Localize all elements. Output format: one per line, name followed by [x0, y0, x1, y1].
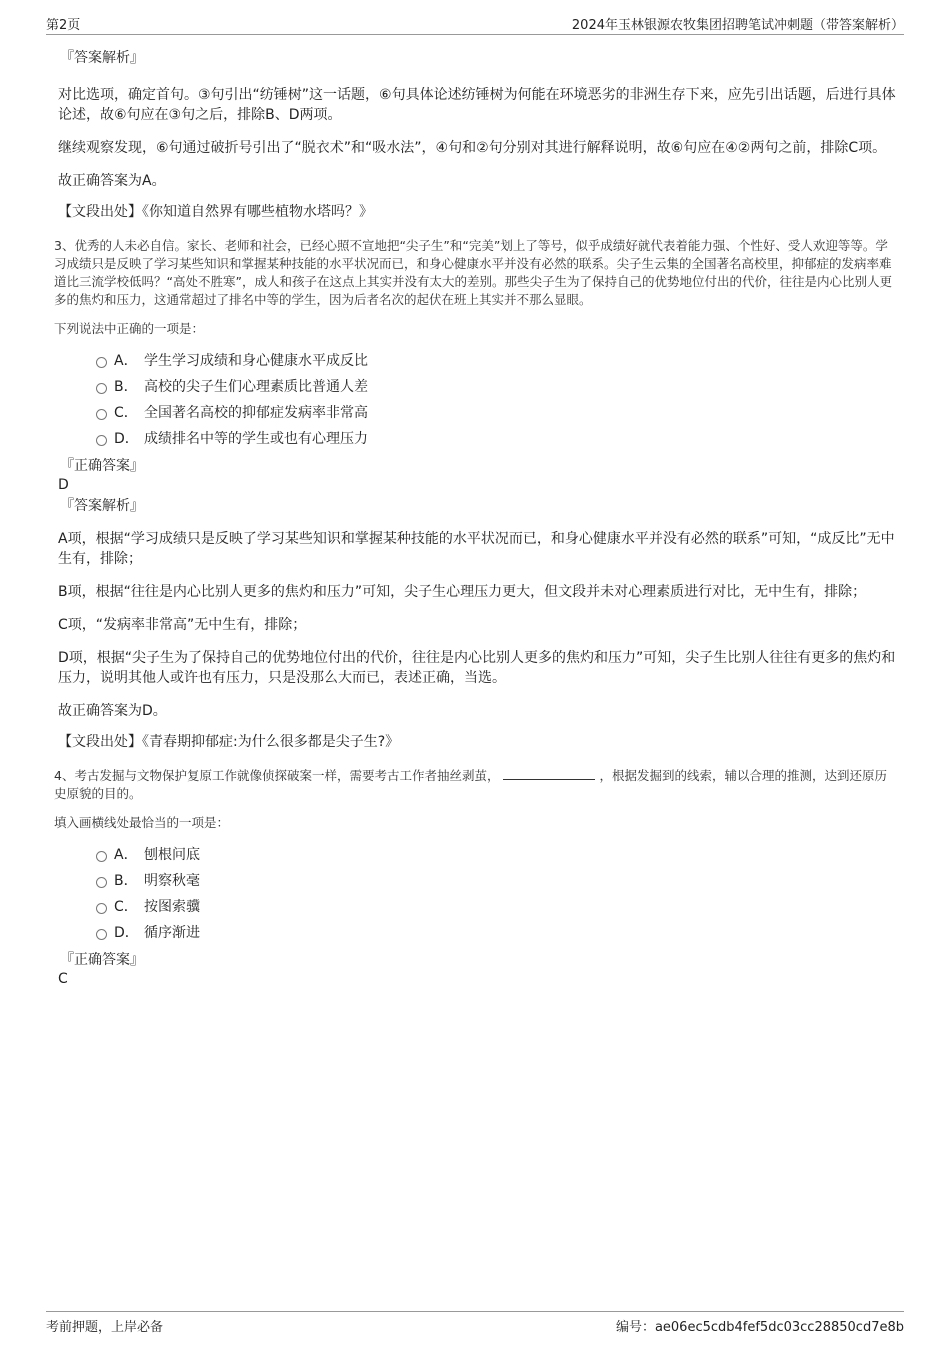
question-3-option-c[interactable]: [58, 400, 898, 426]
page-content: [54, 44, 898, 988]
question-3-options: [58, 348, 898, 452]
question-3-text: 3、优秀的人未必自信。家长、老师和社会，已经心照不宣地把“尖子生”和“完美”划上了等号，似乎成绩好就代表着能力强、个性好、受人欢迎等等。学习成绩只是反映了学习某些知识和掌握某种技能的水平状况而已，和身心健康水平并没有必然的联系。尖子生云集的全国著名高校里，抑郁症的发病率难道比三流学校低吗？“高处不胜寒”，成人和孩子在这点上其实并没有太大的差别。那些尖子生为了保持自己的优势地位付出的代价，往往是内心比别人更多的焦灼和压力，这通常超过了排名中等的学生，因为后者名次的起伏在班上其实并不那么显眼。: [54, 238, 892, 307]
question-4-option-d[interactable]: [58, 920, 898, 946]
document-title: 2024年玉林银源农牧集团招聘笔试冲刺题（带答案解析）: [571, 18, 904, 33]
option-letter: A．: [114, 353, 138, 369]
radio-icon[interactable]: [96, 929, 107, 940]
page-footer: [46, 1311, 904, 1334]
option-text: 成绩排名中等的学生或也有心理压力: [144, 431, 368, 447]
question-3-conclusion: 故正确答案为D。: [58, 703, 167, 719]
option-text: 高校的尖子生们心理素质比普通人差: [144, 379, 368, 395]
question-3-source: 【文段出处】《青春期抑郁症:为什么很多都是尖子生?》: [58, 734, 400, 750]
question-4-answer: C: [58, 971, 68, 987]
page-header: [46, 14, 904, 35]
page-number: 第2页: [46, 18, 81, 33]
question-3-analysis-b: B项，根据“往往是内心比别人更多的焦灼和压力”可知，尖子生心理压力更大，但文段并未对心理素质进行对比，无中生有，排除；: [58, 584, 867, 600]
question-3-prompt: 下列说法中正确的一项是：: [54, 321, 205, 336]
question-4-text-before: 4、考古发掘与文物保护复原工作就像侦探破案一样，需要考古工作者抽丝剥茧，: [54, 768, 500, 783]
prev-analysis-paragraph-1: 对比选项，确定首句。③句引出“纺锤树”这一话题，⑥句具体论述纺锤树为何能在环境恶劣的非洲生存下来，应先引出话题，后进行具体论述，故⑥句应在③句之后，排除B、D两项。: [58, 87, 896, 123]
option-letter: D．: [114, 431, 139, 447]
question-3-analysis-d: D项，根据“尖子生为了保持自己的优势地位付出的代价，往往是内心比别人更多的焦灼和压力”可知，尖子生比别人往往有更多的焦灼和压力，说明其他人或许也有压力，只是没那么大而已，表述正确，当选。: [58, 650, 896, 686]
question-3-analysis-heading: 『答案解析』: [60, 498, 144, 514]
option-letter: D．: [114, 925, 139, 941]
question-4-text: [54, 767, 898, 803]
question-4-text-after: ，根据发掘到的线索，辅以合理的推测，达到还原历史原貌的目的。: [54, 768, 887, 801]
question-3-option-b[interactable]: [58, 374, 898, 400]
question-4-options: [58, 842, 898, 946]
option-letter: B．: [114, 873, 138, 889]
radio-icon[interactable]: [96, 409, 107, 420]
question-3-analysis-c: C项，“发病率非常高”无中生有，排除；: [58, 617, 307, 633]
question-3-answer-heading: 『正确答案』: [60, 458, 144, 474]
prev-source: 【文段出处】《你知道自然界有哪些植物水塔吗？》: [58, 204, 373, 220]
option-letter: B．: [114, 379, 138, 395]
option-letter: C．: [114, 899, 138, 915]
question-4-option-a[interactable]: [58, 842, 898, 868]
option-letter: C．: [114, 405, 138, 421]
option-text: 刨根问底: [144, 847, 200, 863]
question-4-prompt: 填入画横线处最恰当的一项是：: [54, 815, 230, 830]
question-3-option-d[interactable]: [58, 426, 898, 452]
question-3-option-a[interactable]: [58, 348, 898, 374]
option-text: 学生学习成绩和身心健康水平成反比: [144, 353, 368, 369]
radio-icon[interactable]: [96, 851, 107, 862]
radio-icon[interactable]: [96, 877, 107, 888]
radio-icon[interactable]: [96, 435, 107, 446]
option-text: 全国著名高校的抑郁症发病率非常高: [144, 405, 368, 421]
fill-in-blank: [503, 767, 595, 780]
question-4-option-b[interactable]: [58, 868, 898, 894]
question-4-answer-heading: 『正确答案』: [60, 952, 144, 968]
prev-analysis-heading: 『答案解析』: [60, 50, 144, 66]
radio-icon[interactable]: [96, 903, 107, 914]
radio-icon[interactable]: [96, 383, 107, 394]
question-4-option-c[interactable]: [58, 894, 898, 920]
footer-slogan: 考前押题，上岸必备: [46, 1320, 164, 1335]
option-text: 按图索骥: [144, 899, 200, 915]
document-id: 编号：ae06ec5cdb4fef5dc03cc28850cd7e8b: [615, 1320, 904, 1335]
option-letter: A．: [114, 847, 138, 863]
radio-icon[interactable]: [96, 357, 107, 368]
question-3-answer: D: [58, 477, 69, 493]
prev-analysis-conclusion: 故正确答案为A。: [58, 173, 166, 189]
option-text: 明察秋毫: [144, 873, 200, 889]
prev-analysis-paragraph-2: 继续观察发现，⑥句通过破折号引出了“脱衣术”和“吸水法”，④句和②句分别对其进行解释说明，故⑥句应在④②两句之前，排除C项。: [58, 140, 887, 156]
question-3-analysis-a: A项，根据“学习成绩只是反映了学习某些知识和掌握某种技能的水平状况而已，和身心健康水平并没有必然的联系”可知，“成反比”无中生有，排除；: [58, 531, 895, 567]
option-text: 循序渐进: [144, 925, 200, 941]
